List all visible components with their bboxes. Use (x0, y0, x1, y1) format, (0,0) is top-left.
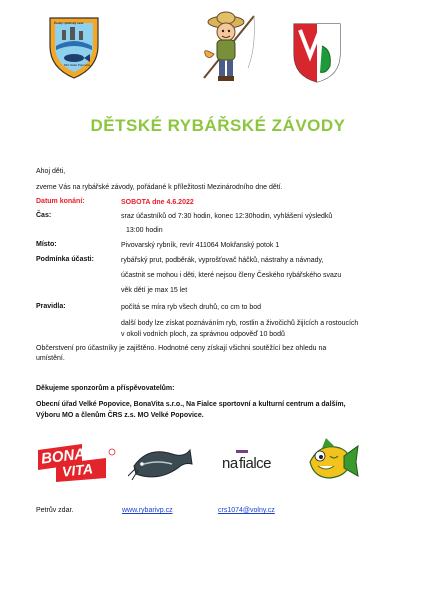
time-line-2: 13:00 hodin (126, 227, 163, 234)
page-title: DĚTSKÉ RYBÁŘSKÉ ZÁVODY (90, 116, 346, 135)
bonavita-logo (36, 442, 116, 482)
catfish-logo (128, 440, 196, 484)
intro-text: zveme Vás na rybářské závody, pořádané k příležitosti Mezinárodního dne dětí. (36, 184, 283, 191)
conditions-line-3: věk dětí je max 15 let (121, 287, 188, 294)
refreshment-line-2: umístění. (36, 355, 65, 362)
sponsors-line-1: Obecní úřad Velké Popovice, BonaVita s.r.o., Na Fialce sportovní a kulturní centrum a dalším, (36, 401, 346, 408)
refreshment-line-1: Občerstvení pro účastníky je zajištěno. Hodnotné ceny získají všichni soutěžící bez ohledu na (36, 345, 327, 352)
conditions-label: Podmínka účasti: (36, 256, 94, 263)
fisherman-illustration (196, 8, 258, 86)
place-label: Místo: (36, 241, 57, 248)
cartoon-fish-logo (300, 436, 360, 486)
rules-line-3: v okolí vodních ploch, za správnou odpověď 10 bodů (121, 331, 285, 338)
time-label: Čas: (36, 212, 52, 219)
crs-badge-subtext: MO Velké Popovice (64, 63, 91, 67)
nafialce-text-1: na (222, 455, 238, 472)
signoff-text: Petrův zdar. (36, 507, 74, 514)
greeting: Ahoj děti, (36, 168, 66, 175)
conditions-line-1: rybářský prut, podběrák, vyprošťovač háčků, nástrahy a návnady, (121, 257, 324, 264)
rules-line-2: další body lze získat poznáváním ryb, rostlin a živočichů žijících a rostoucích (121, 320, 359, 327)
email-link[interactable]: crs1074@volny.cz (218, 507, 275, 514)
date-label: Datum konání: (36, 198, 85, 205)
place-value: Pivovarský rybník, revír 411064 Mokřanský potok 1 (121, 242, 280, 249)
date-value: SOBOTA dne 4.6.2022 (121, 199, 194, 206)
sponsors-line-2: Výboru MO a členům ČRS z.s. MO Velké Popovice. (36, 412, 204, 419)
time-line-1: sraz účastníků od 7:30 hodin, konec 12:30hodin, vyhlášení výsledků (121, 213, 333, 220)
nafialce-logo (222, 450, 290, 476)
rules-label: Pravidla: (36, 303, 66, 310)
rules-line-1: počítá se míra ryb všech druhů, co cm to bod (121, 304, 262, 311)
thanks-heading: Děkujeme sponzorům a příspěvovatelům: (36, 385, 175, 392)
conditions-line-2: účastnit se mohou i děti, které nejsou členy Českého rybářského svazu (121, 272, 342, 279)
bonavita-text-2: VITA (61, 460, 94, 480)
velke-popovice-coat-of-arms (292, 22, 342, 84)
crs-badge-text: Český rybářský svaz (54, 21, 84, 25)
crs-badge-logo (48, 16, 100, 80)
website-link[interactable]: www.rybarivp.cz (122, 507, 173, 514)
nafialce-text-2: fialce (239, 455, 272, 472)
bonavita-text-1: BONA (40, 445, 87, 468)
